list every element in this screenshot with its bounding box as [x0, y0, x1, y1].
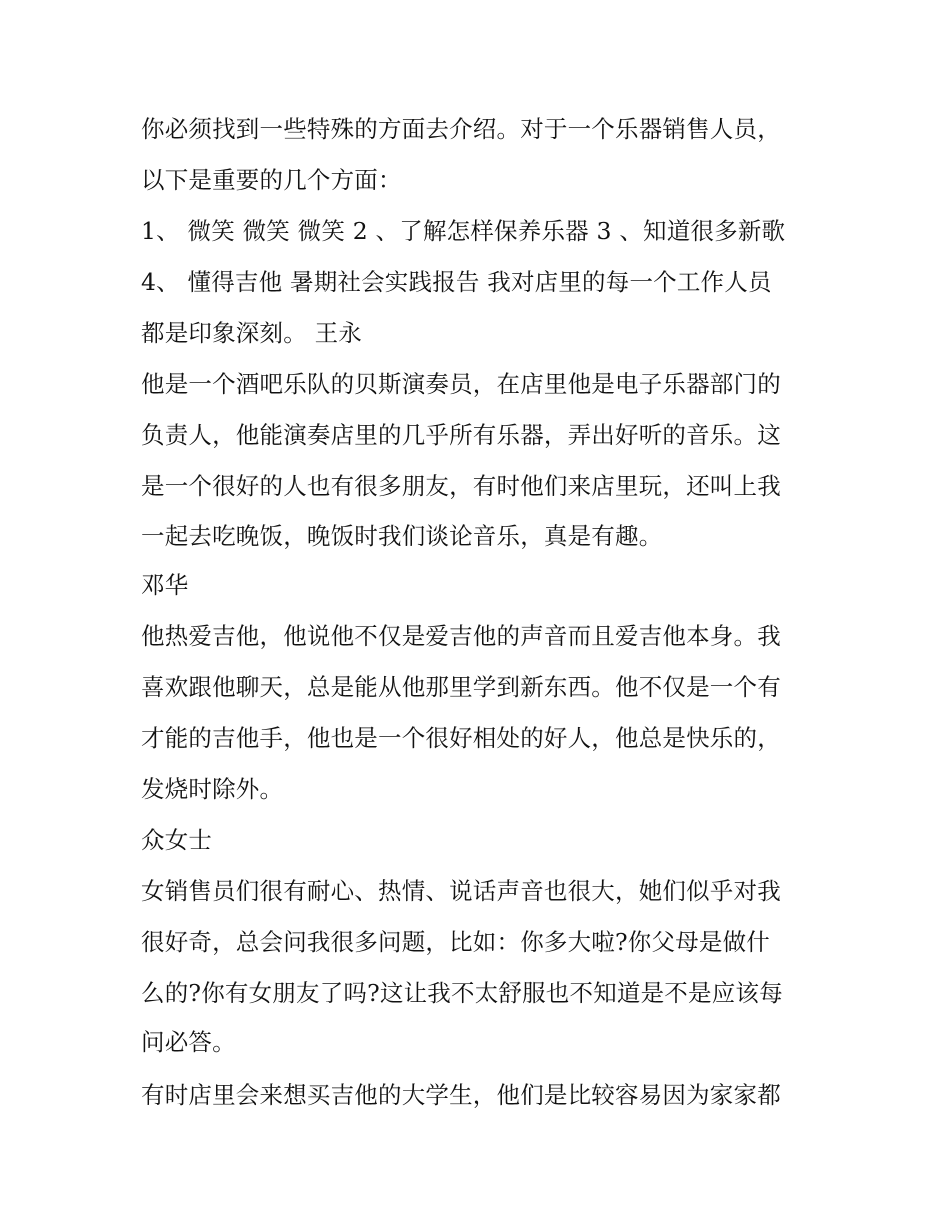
- text-line: 他是一个酒吧乐队的贝斯演奏员，在店里他是电子乐器部门的: [141, 370, 781, 398]
- text-line: 一起去吃晚饭，晚饭时我们谈论音乐，真是有趣。: [141, 522, 663, 550]
- text-line: 你必须找到一些特殊的方面去介绍。对于一个乐器销售人员，: [141, 115, 781, 143]
- person-name-heading: 众女士: [141, 826, 213, 854]
- text-line: 女销售员们很有耐心、热情、说话声音也很大，她们似乎对我: [141, 877, 781, 905]
- text-line: 是一个很好的人也有很多朋友，有时他们来店里玩，还叫上我: [141, 472, 781, 500]
- text-line: 他热爱吉他，他说他不仅是爱吉他的声音而且爱吉他本身。我: [141, 622, 781, 650]
- text-line: 喜欢跟他聊天，总是能从他那里学到新东西。他不仅是一个有: [141, 673, 781, 701]
- text-line: 有时店里会来想买吉他的大学生，他们是比较容易因为家家都: [141, 1081, 781, 1109]
- text-line: 很好奇，总会问我很多问题，比如：你多大啦?你父母是做什: [141, 928, 770, 956]
- text-line: 负责人，他能演奏店里的几乎所有乐器，弄出好听的音乐。这: [141, 421, 781, 449]
- text-line: 问必答。: [141, 1028, 236, 1056]
- text-line: 都是印象深刻。 王永: [141, 319, 362, 347]
- list-item-line: 4、 懂得吉他 暑期社会实践报告 我对店里的每一个工作人员: [141, 268, 772, 296]
- text-line: 以下是重要的几个方面：: [141, 166, 402, 194]
- text-line: 才能的吉他手，他也是一个很好相处的好人，他总是快乐的，: [141, 724, 781, 752]
- text-line: 么的?你有女朋友了吗?这让我不太舒服也不知道是不是应该每: [141, 979, 783, 1007]
- list-item-line: 1、 微笑 微笑 微笑 2 、了解怎样保养乐器 3 、知道很多新歌: [141, 217, 786, 245]
- person-name-heading: 邓华: [141, 571, 189, 599]
- text-line: 发烧时除外。: [141, 775, 284, 803]
